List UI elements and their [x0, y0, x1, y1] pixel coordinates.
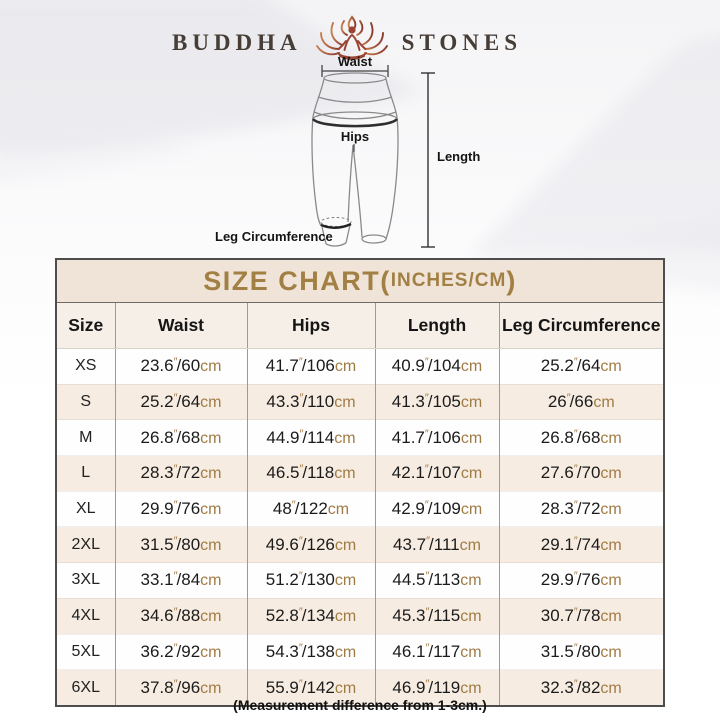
size-chart-title [57, 260, 663, 303]
measurement-cell: 42.1″/107cm [375, 456, 499, 492]
brand-word-left: BUDDHA [171, 30, 302, 55]
table-row [57, 420, 663, 456]
title-sub: INCHES/CM [390, 270, 507, 291]
measurement-cell: 46.9″/119cm [375, 670, 499, 705]
leg-circumference-arc [321, 224, 351, 228]
pants-measurement-diagram [210, 55, 510, 255]
measurement-cell: 26.8″/68cm [499, 420, 663, 456]
column-header: Hips [247, 303, 375, 349]
column-header: Leg Circumference [499, 303, 663, 349]
column-header: Length [375, 303, 499, 349]
table-row [57, 563, 663, 599]
table-row [57, 527, 663, 563]
measurement-cell: 51.2″/130cm [247, 563, 375, 599]
table-row [57, 491, 663, 527]
measurement-cell: 52.8″/134cm [247, 598, 375, 634]
measurement-cell: 41.3″/105cm [375, 384, 499, 420]
table-row [57, 384, 663, 420]
hips-measure-arc [313, 119, 397, 126]
measurement-cell: 48″/122cm [247, 491, 375, 527]
size-cell: 2XL [57, 527, 115, 563]
table-row [57, 456, 663, 492]
measurement-cell: 26.8″/68cm [115, 420, 247, 456]
size-cell: 5XL [57, 634, 115, 670]
measurement-cell: 46.5″/118cm [247, 456, 375, 492]
table-row [57, 634, 663, 670]
measurement-cell: 37.8″/96cm [115, 670, 247, 705]
length-measure-line [421, 73, 435, 247]
measurement-cell: 23.6″/60cm [115, 349, 247, 385]
measurement-cell: 43.7″/111cm [375, 527, 499, 563]
measurement-cell: 25.2″/64cm [499, 349, 663, 385]
measurement-cell: 55.9″/142cm [247, 670, 375, 705]
size-cell: 6XL [57, 670, 115, 705]
diagram-leg-label: Leg Circumference [215, 229, 333, 244]
size-cell: XL [57, 491, 115, 527]
measurement-cell: 49.6″/126cm [247, 527, 375, 563]
size-cell: L [57, 456, 115, 492]
measurement-cell: 44.5″/113cm [375, 563, 499, 599]
size-table-header-row [57, 303, 663, 349]
measurement-cell: 44.9″/114cm [247, 420, 375, 456]
size-cell: XS [57, 349, 115, 385]
measurement-cell: 42.9″/109cm [375, 491, 499, 527]
measurement-cell: 26″/66cm [499, 384, 663, 420]
size-cell: M [57, 420, 115, 456]
size-cell: 4XL [57, 598, 115, 634]
size-chart-table-box [55, 258, 665, 707]
measurement-cell: 40.9″/104cm [375, 349, 499, 385]
measurement-cell: 29.9″/76cm [115, 491, 247, 527]
column-header: Waist [115, 303, 247, 349]
column-header: Size [57, 303, 115, 349]
diagram-waist-label: Waist [337, 55, 373, 69]
size-cell: 3XL [57, 563, 115, 599]
measurement-cell: 32.3″/82cm [499, 670, 663, 705]
measurement-cell: 28.3″/72cm [499, 491, 663, 527]
measurement-cell: 31.5″/80cm [499, 634, 663, 670]
table-row [57, 349, 663, 385]
measurement-cell: 28.3″/72cm [115, 456, 247, 492]
measurement-cell: 45.3″/115cm [375, 598, 499, 634]
measurement-note: (Measurement difference from 1-3cm.) [233, 697, 487, 713]
size-cell: S [57, 384, 115, 420]
measurement-cell: 41.7″/106cm [375, 420, 499, 456]
title-main: SIZE CHART( [203, 265, 391, 296]
title-close: ) [506, 265, 517, 296]
size-table-body [57, 349, 663, 705]
measurement-cell: 25.2″/64cm [115, 384, 247, 420]
pants-outline [312, 73, 398, 246]
table-row [57, 598, 663, 634]
measurement-cell: 43.3″/110cm [247, 384, 375, 420]
diagram-length-label: Length [437, 149, 481, 164]
brand-word-right: STONES [401, 30, 523, 55]
diagram-hips-label: Hips [340, 129, 370, 144]
measurement-cell: 29.1″/74cm [499, 527, 663, 563]
measurement-cell: 31.5″/80cm [115, 527, 247, 563]
measurement-cell: 33.1″/84cm [115, 563, 247, 599]
measurement-cell: 41.7″/106cm [247, 349, 375, 385]
size-table [57, 303, 663, 705]
measurement-cell: 54.3″/138cm [247, 634, 375, 670]
measurement-cell: 34.6″/88cm [115, 598, 247, 634]
measurement-cell: 46.1″/117cm [375, 634, 499, 670]
measurement-cell: 29.9″/76cm [499, 563, 663, 599]
measurement-cell: 36.2″/92cm [115, 634, 247, 670]
measurement-cell: 30.7″/78cm [499, 598, 663, 634]
measurement-cell: 27.6″/70cm [499, 456, 663, 492]
